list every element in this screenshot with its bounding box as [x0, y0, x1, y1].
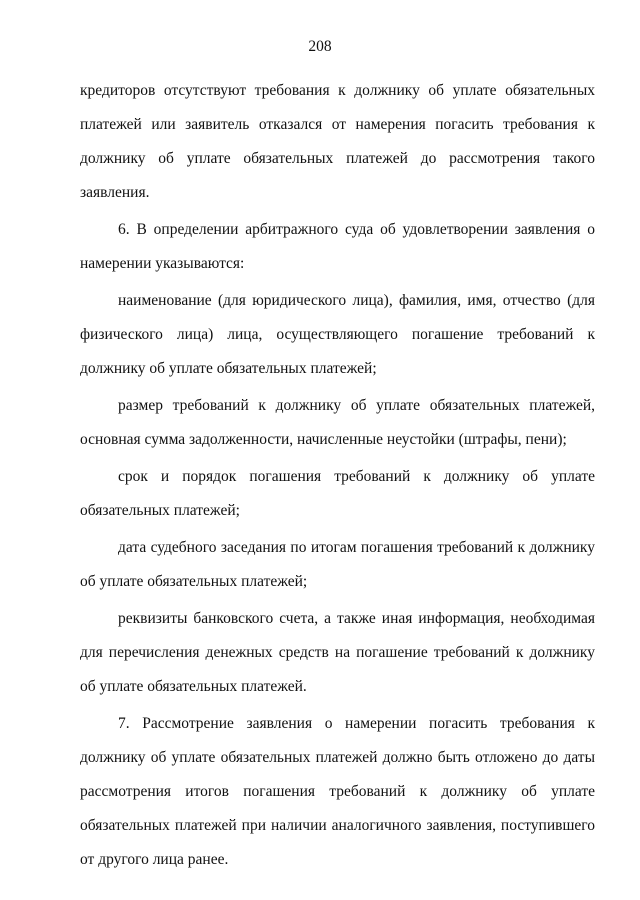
paragraph-claim-amount: размер требований к должнику об уплате обязательных платежей, основная сумма задолженности, начисленные неустойки (штрафы, пени); [80, 397, 595, 448]
document-body [80, 74, 595, 880]
paragraph-continuation: кредиторов отсутствуют требования к должнику об уплате обязательных платежей или заявитель отказался от намерения погасить требования к должнику об уплате обязательных платежей до рассмотрения такого заявления. [80, 82, 595, 201]
paragraph-item-7: 7. Рассмотрение заявления о намерении погасить требования к должнику об уплате обязательных платежей должно быть отложено до даты рассмотрения итогов погашения требований к должнику об уплате обязательных платежей при наличии аналогичного заявления, поступившего от другого лица ранее. [80, 715, 595, 868]
paragraph-repayment-terms: срок и порядок погашения требований к должнику об уплате обязательных платежей; [80, 468, 595, 519]
page-number: 208 [308, 38, 332, 55]
paragraph-hearing-date: дата судебного заседания по итогам погашения требований к должнику об уплате обязательных платежей; [80, 539, 595, 590]
paragraph-bank-details: реквизиты банковского счета, а также иная информация, необходимая для перечисления денежных средств на погашение требований к должнику об уплате обязательных платежей. [80, 610, 595, 695]
paragraph-item-6: 6. В определении арбитражного суда об удовлетворении заявления о намерении указываются: [80, 221, 595, 272]
paragraph-name-of-payer: наименование (для юридического лица), фамилия, имя, отчество (для физического лица) лица, осуществляющего погашение требований к должнику об уплате обязательных платежей; [80, 292, 595, 377]
